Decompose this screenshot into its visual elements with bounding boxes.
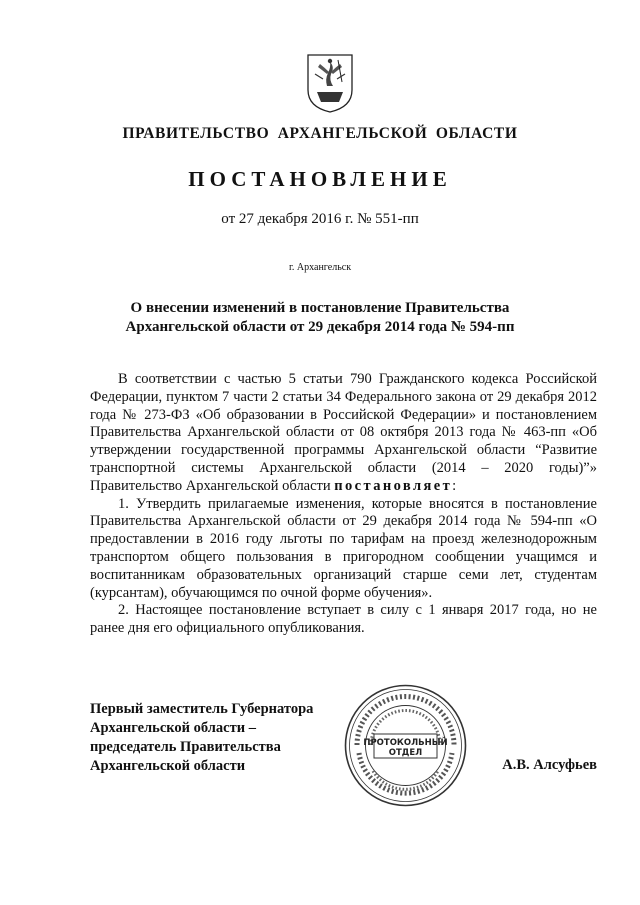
signer-title-line: Архангельской области <box>90 758 246 774</box>
document-subject <box>100 299 540 337</box>
document-date-number: от 27 декабря 2016 г. № 551-пп <box>221 211 419 227</box>
subject-line-2: Архангельской области от 29 декабря 2014 года № 594-пп <box>125 319 515 335</box>
signer-title-line: председатель Правительства <box>90 739 281 755</box>
preamble-paragraph <box>90 371 597 496</box>
signer-title-line: Первый заместитель Губернатора <box>90 701 314 717</box>
official-stamp <box>343 683 468 808</box>
signer-name: А.В. Алсуфьев <box>502 757 597 773</box>
document-city: г. Архангельск <box>288 262 352 273</box>
preamble-text: В соответствии с частью 5 статьи 790 Гражданского кодекса Российской Федерации, пунктом 7 части 2 статьи 34 Федерального закона от 29 декабря 2012 года № 273-ФЗ «Об образовании в Российской Федерации» и постановлением Правительства Архангельской области от 08 октября 2013 года № 463-пп «Об утверждении государственной программы Архангельской области “Развитие транспортной системы Архангельской области (2014 – 2020 годы)”» Правительство Архангельской области <box>90 371 597 494</box>
decides-suffix: : <box>452 477 457 494</box>
subject-line-1: О внесении изменений в постановление Правительства <box>130 300 510 316</box>
item-2-paragraph: 2. Настоящее постановление вступает в силу с 1 января 2017 года, но не ранее дня его официального опубликования. <box>90 602 597 637</box>
document-body <box>90 371 597 638</box>
signer-title-line: Архангельской области – <box>90 720 256 736</box>
signer-position <box>90 700 350 776</box>
coat-of-arms-icon <box>305 52 355 114</box>
decides-word: постановляет <box>334 477 453 494</box>
government-title: ПРАВИТЕЛЬСТВО АРХАНГЕЛЬСКОЙ ОБЛАСТИ <box>122 125 518 142</box>
stamp-center-line-2: ОТДЕЛ <box>388 748 423 758</box>
document-type-heading: ПОСТАНОВЛЕНИЕ <box>188 167 452 191</box>
item-1-paragraph: 1. Утвердить прилагаемые изменения, которые вносятся в постановление Правительства Архангельской области от 29 декабря 2014 года № 594-пп «О предоставлении в 2016 году льготы по тарифам на проезд железнодорожным транспортом общего пользования в пригородном сообщении учащимся и воспитанникам образовательных организаций старше семи лет, студентам (курсантам), обучающимся по очной форме обучения». <box>90 495 597 601</box>
stamp-center-line-1: ПРОТОКОЛЬНЫЙ <box>363 738 448 748</box>
